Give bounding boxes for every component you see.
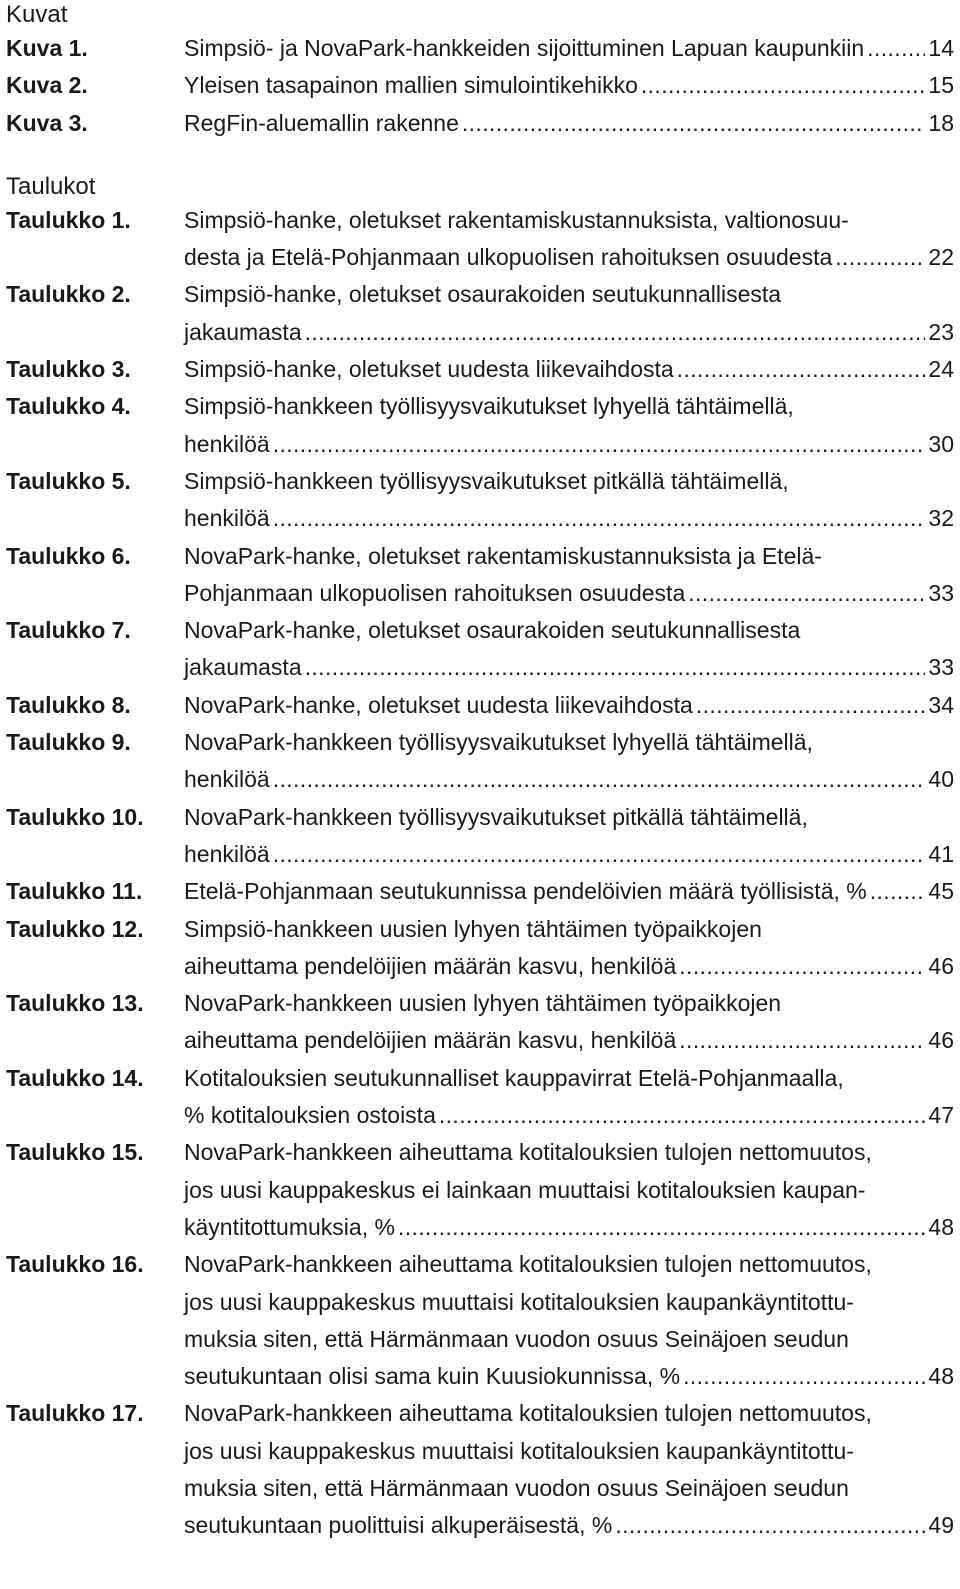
tables-section	[6, 172, 954, 1545]
dot-leader	[835, 239, 925, 276]
page-number: 49	[928, 1512, 954, 1539]
entry-title-text: NovaPark-hankkeen uusien lyhyen tähtäimen työpaikkojen	[184, 990, 782, 1017]
entry-title-text: jos uusi kauppakeskus ei lainkaan muuttaisi kotitalouksien kaupan-	[184, 1176, 866, 1203]
entry-title-text: henkilöä	[184, 430, 270, 457]
entry-title-text: Simpsiö-hanke, oletukset rakentamiskustannuksista, valtionosuu-	[184, 206, 849, 233]
entry-line	[184, 948, 954, 985]
figures-list	[6, 30, 954, 142]
dot-leader	[615, 1507, 925, 1544]
entry-label: Taulukko 3.	[6, 356, 131, 383]
toc-entry[interactable]	[6, 1246, 954, 1395]
figures-section	[6, 0, 954, 142]
dot-leader	[679, 1022, 925, 1059]
entry-title-text: desta ja Etelä-Pohjanmaan ulkopuolisen rahoituksen osuudesta	[184, 244, 833, 271]
entry-title-text: NovaPark-hankkeen aiheuttama kotitalouksien tulojen nettomuutos,	[184, 1400, 872, 1427]
entry-body	[184, 873, 954, 910]
entry-title-text: Pohjanmaan ulkopuolisen rahoituksen osuudesta	[184, 579, 686, 606]
entry-body	[184, 911, 954, 986]
page-number: 34	[928, 691, 954, 718]
entry-line	[184, 67, 954, 104]
dot-leader	[305, 314, 926, 351]
dot-leader	[679, 948, 925, 985]
toc-entry[interactable]	[6, 1060, 954, 1135]
entry-title-text: muksia siten, että Härmänmaan vuodon osuus Seinäjoen seudun	[184, 1325, 849, 1352]
page-number: 14	[928, 35, 954, 61]
page-number: 32	[928, 505, 954, 532]
entry-line	[184, 612, 954, 649]
entry-title-text: jos uusi kauppakeskus muuttaisi kotitalouksien kaupankäyntitottu-	[184, 1288, 854, 1315]
toc-entry[interactable]	[6, 463, 954, 538]
entry-title-text: Simpsiö-hankkeen työllisyysvaikutukset lyhyellä tähtäimellä,	[184, 393, 794, 420]
entry-label: Taulukko 10.	[6, 803, 144, 830]
entry-title-text: muksia siten, että Härmänmaan vuodon osuus Seinäjoen seudun	[184, 1474, 849, 1501]
entry-line	[184, 1284, 954, 1321]
entry-line	[184, 1172, 954, 1209]
entry-label: Taulukko 5.	[6, 467, 131, 494]
entry-body	[184, 463, 954, 538]
entry-line	[184, 1395, 954, 1432]
entry-line	[184, 500, 954, 537]
entry-body	[184, 799, 954, 874]
entry-title-text: NovaPark-hankkeen aiheuttama kotitalouksien tulojen nettomuutos,	[184, 1139, 872, 1166]
entry-body	[184, 388, 954, 463]
entry-body	[184, 276, 954, 351]
entry-title-text: Simpsiö-hanke, oletukset uudesta liikevaihdosta	[184, 356, 674, 383]
entry-label: Kuva 2.	[6, 72, 88, 99]
page-number: 40	[928, 766, 954, 793]
entry-body	[184, 985, 954, 1060]
entry-label: Kuva 1.	[6, 35, 88, 61]
toc-entry[interactable]	[6, 67, 954, 104]
dot-leader	[677, 351, 926, 388]
page-number: 33	[928, 579, 954, 606]
entry-line	[184, 202, 954, 239]
entry-line	[184, 1134, 954, 1171]
entry-line	[184, 105, 954, 142]
entry-label: Taulukko 2.	[6, 281, 131, 308]
entry-line	[184, 276, 954, 313]
entry-line	[184, 426, 954, 463]
entry-line	[184, 761, 954, 798]
entry-line	[184, 911, 954, 948]
entry-body	[184, 724, 954, 799]
entry-line	[184, 1507, 954, 1544]
entry-body	[184, 687, 954, 724]
dot-leader	[273, 836, 926, 873]
entry-title-text: seutukuntaan puolittuisi alkuperäisestä, %	[184, 1512, 613, 1539]
entry-line	[184, 1246, 954, 1283]
entry-line	[184, 1321, 954, 1358]
page-number: 48	[928, 1213, 954, 1240]
page-number: 48	[928, 1363, 954, 1390]
toc-entry[interactable]	[6, 1395, 954, 1544]
entry-title-text: NovaPark-hankkeen työllisyysvaikutukset pitkällä tähtäimellä,	[184, 803, 808, 830]
entry-label: Taulukko 8.	[6, 691, 131, 718]
entry-line	[184, 239, 954, 276]
entry-title-text: Simpsiö- ja NovaPark-hankkeiden sijoittuminen Lapuan kaupunkiin	[184, 35, 865, 61]
page-number: 33	[928, 654, 954, 681]
dot-leader	[273, 500, 926, 537]
toc-entry[interactable]	[6, 724, 954, 799]
dot-leader	[439, 1097, 926, 1134]
page-number: 22	[928, 244, 954, 271]
entry-line	[184, 351, 954, 388]
entry-label: Taulukko 15.	[6, 1139, 144, 1166]
toc-entry[interactable]	[6, 276, 954, 351]
toc-entry[interactable]	[6, 538, 954, 613]
entry-title-text: NovaPark-hanke, oletukset rakentamiskustannuksista ja Etelä-	[184, 542, 822, 569]
dot-leader	[398, 1209, 925, 1246]
page-number: 46	[928, 1027, 954, 1054]
entry-title-text: NovaPark-hanke, oletukset osaurakoiden seutukunnallisesta	[184, 617, 801, 644]
entry-line	[184, 873, 954, 910]
entry-label: Taulukko 17.	[6, 1400, 144, 1427]
page-number: 15	[928, 72, 954, 99]
tables-list	[6, 202, 954, 1545]
entry-label: Taulukko 11.	[6, 878, 143, 905]
entry-title-text: käyntitottumuksia, %	[184, 1213, 395, 1240]
entry-label: Taulukko 13.	[6, 990, 144, 1017]
entry-label: Taulukko 7.	[6, 617, 131, 644]
entry-title-text: Etelä-Pohjanmaan seutukunnissa pendelöivien määrä työllisistä, %	[184, 878, 867, 905]
entry-title-text: aiheuttama pendelöijien määrän kasvu, henkilöä	[184, 1027, 677, 1054]
entry-title-text: seutukuntaan olisi sama kuin Kuusiokunnissa, %	[184, 1363, 681, 1390]
dot-leader	[696, 687, 926, 724]
entry-line	[184, 463, 954, 500]
entry-body	[184, 1134, 954, 1246]
figures-heading: Kuvat	[6, 1, 68, 28]
toc-entry[interactable]	[6, 873, 954, 910]
entry-title-text: jakaumasta	[184, 654, 302, 681]
entry-line	[184, 649, 954, 686]
entry-body	[184, 1395, 954, 1544]
dot-leader	[273, 426, 926, 463]
entry-line	[184, 30, 954, 67]
dot-leader	[273, 761, 926, 798]
entry-body	[184, 105, 954, 142]
entry-line	[184, 799, 954, 836]
entry-line	[184, 724, 954, 761]
entry-title-text: NovaPark-hankkeen aiheuttama kotitalouksien tulojen nettomuutos,	[184, 1251, 872, 1278]
entry-label: Kuva 3.	[6, 109, 88, 136]
toc-entry[interactable]	[6, 351, 954, 388]
entry-title-text: Yleisen tasapainon mallien simulointikehikko	[184, 72, 638, 99]
page-number: 47	[928, 1102, 954, 1129]
entry-body	[184, 351, 954, 388]
entry-body	[184, 30, 954, 67]
entry-title-text: jakaumasta	[184, 318, 302, 345]
entry-line	[184, 985, 954, 1022]
toc-entry[interactable]	[6, 985, 954, 1060]
entry-label: Taulukko 16.	[6, 1251, 144, 1278]
entry-body	[184, 1060, 954, 1135]
page-number: 46	[928, 952, 954, 979]
toc-entry[interactable]	[6, 799, 954, 874]
entry-title-text: NovaPark-hanke, oletukset uudesta liikevaihdosta	[184, 691, 693, 718]
entry-body	[184, 1246, 954, 1395]
entry-body	[184, 67, 954, 104]
dot-leader	[641, 67, 926, 104]
entry-label: Taulukko 4.	[6, 393, 131, 420]
toc-entry[interactable]	[6, 105, 954, 142]
entry-label: Taulukko 6.	[6, 542, 131, 569]
dot-leader	[867, 30, 925, 67]
entry-title-text: henkilöä	[184, 840, 270, 867]
page-number: 24	[928, 356, 954, 383]
entry-line	[184, 836, 954, 873]
entry-title-text: RegFin-aluemallin rakenne	[184, 109, 459, 136]
toc-entry[interactable]	[6, 687, 954, 724]
entry-line	[184, 575, 954, 612]
page-number: 18	[928, 109, 954, 136]
entry-line	[184, 314, 954, 351]
toc-entry[interactable]	[6, 388, 954, 463]
entry-title-text: Simpsiö-hanke, oletukset osaurakoiden seutukunnallisesta	[184, 281, 782, 308]
entry-title-text: Simpsiö-hankkeen uusien lyhyen tähtäimen työpaikkojen	[184, 915, 762, 942]
page-number: 41	[928, 840, 954, 867]
toc-entry[interactable]	[6, 911, 954, 986]
page-number: 30	[928, 430, 954, 457]
toc-entry[interactable]	[6, 202, 954, 277]
entry-label: Taulukko 12.	[6, 915, 144, 942]
entry-title-text: NovaPark-hankkeen työllisyysvaikutukset lyhyellä tähtäimellä,	[184, 729, 813, 756]
entry-line	[184, 388, 954, 425]
page-number: 45	[928, 878, 954, 905]
page-number: 23	[928, 318, 954, 345]
dot-leader	[870, 873, 926, 910]
entry-line	[184, 1097, 954, 1134]
entry-title-text: jos uusi kauppakeskus muuttaisi kotitalouksien kaupankäyntitottu-	[184, 1437, 854, 1464]
entry-title-text: Simpsiö-hankkeen työllisyysvaikutukset pitkällä tähtäimellä,	[184, 467, 789, 494]
entry-title-text: aiheuttama pendelöijien määrän kasvu, henkilöä	[184, 952, 677, 979]
dot-leader	[462, 105, 926, 142]
entry-line	[184, 1433, 954, 1470]
entry-line	[184, 687, 954, 724]
entry-body	[184, 202, 954, 277]
toc-entry[interactable]	[6, 612, 954, 687]
entry-label: Taulukko 14.	[6, 1064, 144, 1091]
entry-title-text: % kotitalouksien ostoista	[184, 1102, 436, 1129]
dot-leader	[305, 649, 926, 686]
entry-line	[184, 538, 954, 575]
toc-entry[interactable]	[6, 30, 954, 67]
entry-line	[184, 1209, 954, 1246]
entry-label: Taulukko 9.	[6, 729, 131, 756]
entry-title-text: henkilöä	[184, 766, 270, 793]
entry-body	[184, 538, 954, 613]
entry-title-text: henkilöä	[184, 505, 270, 532]
toc-entry[interactable]	[6, 1134, 954, 1246]
tables-heading: Taulukot	[6, 172, 96, 200]
entry-line	[184, 1470, 954, 1507]
entry-label: Taulukko 1.	[6, 206, 131, 233]
dot-leader	[683, 1358, 925, 1395]
dot-leader	[688, 575, 925, 612]
entry-line	[184, 1358, 954, 1395]
entry-line	[184, 1060, 954, 1097]
entry-line	[184, 1022, 954, 1059]
entry-title-text: Kotitalouksien seutukunnalliset kauppavirrat Etelä-Pohjanmaalla,	[184, 1064, 844, 1091]
entry-body	[184, 612, 954, 687]
